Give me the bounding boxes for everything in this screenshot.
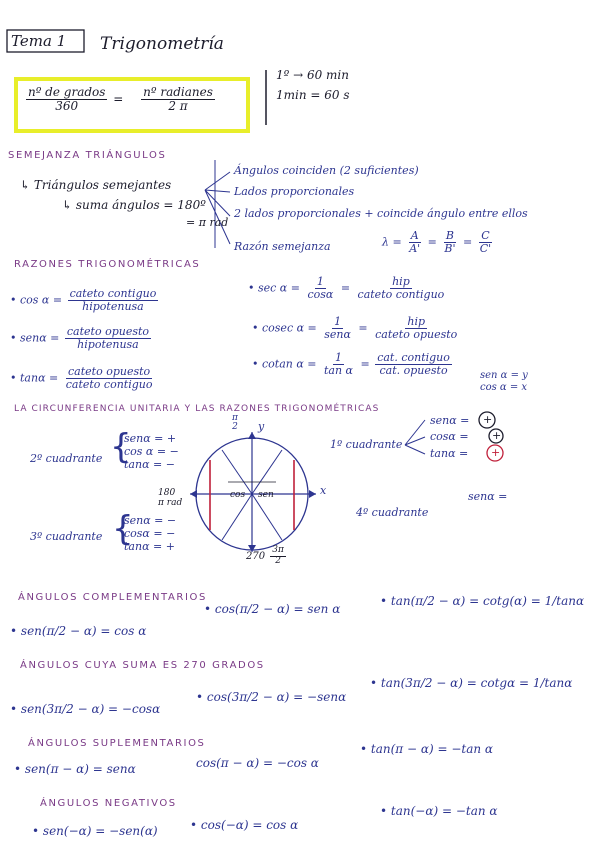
- s270-f1: • sen(3π/2 − α) = −cosα: [10, 702, 161, 716]
- y-axis-label: y: [258, 420, 265, 433]
- q4-sen: senα =: [468, 490, 508, 503]
- q1-sen: senα =: [430, 414, 470, 427]
- ratio-c: C: [481, 229, 490, 242]
- razon-tan: • tanα = $\frac{\text{cateto opuesto}}{\text{cateto contiguo}}$: [10, 365, 153, 392]
- razon-cotan-den1: tan α: [323, 364, 353, 378]
- q3-brace: {: [112, 509, 134, 549]
- cos-inner-label: cos: [230, 490, 246, 500]
- razon-sec-den1: cosα: [307, 288, 334, 302]
- razon-cos-den: hipotenusa: [82, 300, 144, 314]
- q2-sen: senα = +: [124, 432, 177, 445]
- suma270-heading: ÁNGULOS CUYA SUMA ES 270 GRADOS: [20, 660, 265, 671]
- deg-180-label: [158, 488, 182, 508]
- radianes-denominator: 2 π: [168, 99, 188, 114]
- razon-sen: • senα = $\frac{\text{cateto opuesto}}{\text{hipotenusa}}$: [10, 325, 150, 352]
- sen-cos-xy: [480, 370, 528, 394]
- q1-arrows: [405, 420, 425, 454]
- q2-cos: cos α = −: [124, 445, 179, 458]
- page-title: Trigonometría: [100, 34, 224, 54]
- tree-branches: [205, 172, 230, 244]
- q1-cos-sign: +: [492, 429, 502, 442]
- razon-sec: • sec α = $\frac{1}{\cos\alpha}$ = $\frac{\text{hip}}{\text{cateto contiguo}}$: [248, 275, 445, 302]
- razon-cos-num: cateto contiguo: [69, 287, 157, 300]
- q3-lines: [124, 514, 176, 553]
- q1-tan-sign: +: [491, 446, 501, 459]
- s270-f2-text: cos(3π/2 − α) = −senα: [206, 690, 347, 704]
- seconds-note: 1min = 60 s: [276, 88, 350, 102]
- conversion-formula: [24, 86, 217, 113]
- neg-f2: • cos(−α) = cos α: [190, 818, 299, 832]
- ratio-b: B: [445, 229, 454, 242]
- three-pi-den: 2: [275, 555, 281, 566]
- ratio-a-prime: A': [409, 242, 421, 256]
- q1-tan: tanα =: [430, 447, 469, 460]
- sup-f2: cos(π − α) = −cos α: [196, 756, 319, 770]
- neg-f1-text: sen(−α) = −sen(α): [42, 824, 158, 838]
- sen-inner-label: sen: [258, 490, 274, 500]
- three-pi-num: 3π: [272, 545, 284, 555]
- s270-f3: • tan(3π/2 − α) = cotgα = 1/tanα: [370, 676, 573, 690]
- razon-ratio: λ = $\frac{A}{A'}$ = $\frac{B}{B'}$ = $\frac{C}{C'}$: [382, 229, 492, 256]
- q2-brace: {: [110, 427, 132, 467]
- semejanza-item-1: Ángulos coinciden (2 suficientes): [234, 164, 419, 177]
- razon-cosec-den1: senα: [324, 328, 351, 342]
- razon-sec-fn: sec α =: [258, 281, 300, 295]
- q2-lines: [124, 432, 179, 471]
- suplementarios-heading: ÁNGULOS SUPLEMENTARIOS: [28, 738, 206, 749]
- pi-half-label: [232, 414, 238, 432]
- cos-equals-x: cos α = x: [480, 382, 528, 393]
- razon-tan-fn: tanα =: [20, 371, 59, 385]
- razon-cotan-den2: cat. opuesto: [379, 364, 448, 378]
- rad-180: π rad: [158, 498, 183, 508]
- sup-f3-text: tan(π − α) = −tan α: [370, 742, 494, 756]
- comp-f3: • tan(π/2 − α) = cotg(α) = 1/tanα: [380, 594, 585, 608]
- grados-denominator: 360: [55, 99, 79, 114]
- razon-cosec-num1: 1: [334, 315, 342, 328]
- circulo-heading: LA CIRCUNFERENCIA UNITARIA Y LAS RAZONES TRIGONOMÉTRICAS: [14, 404, 380, 414]
- razon-cotan-num1: 1: [334, 351, 342, 364]
- neg-f3-text: tan(−α) = −tan α: [390, 804, 498, 818]
- semejanza-item-2: Lados proporcionales: [234, 185, 355, 198]
- razon-cosec-num2: hip: [407, 315, 426, 328]
- comp-f1: • sen(π/2 − α) = cos α: [10, 624, 147, 638]
- razones-heading: RAZONES TRIGONOMÉTRICAS: [14, 259, 201, 270]
- razon-cotan: • cotan α = $\frac{1}{\text{tan α}}$ = $\frac{\text{cat. contiguo}}{\text{cat. opuesto}}$: [252, 351, 450, 378]
- pi-rad: = π rad: [186, 216, 229, 229]
- q3-tan: tanα = +: [124, 540, 175, 553]
- neg-f2-text: cos(−α) = cos α: [200, 818, 299, 832]
- sup-f1-text: sen(π − α) = senα: [24, 762, 136, 776]
- q2-label: 2º cuadrante: [30, 452, 103, 465]
- razon-cotan-num2: cat. contiguo: [377, 351, 450, 364]
- razon-cos: • cos α = $\frac{\text{cateto contiguo}}{\text{hipotenusa}}$: [10, 287, 157, 314]
- q1-cos: cosα =: [430, 430, 469, 443]
- grados-numerator: nº de grados: [28, 85, 106, 99]
- x-axis-label: x: [320, 484, 327, 497]
- q4-label: 4º cuadrante: [356, 506, 429, 519]
- razon-cosec: • cosec α = $\frac{1}{\text{senα}}$ = $\frac{\text{hip}}{\text{cateto opuesto}}$: [252, 315, 458, 342]
- deg-270-label: [246, 546, 288, 567]
- ratio-c-prime: C': [479, 242, 492, 256]
- comp-f3-text: tan(π/2 − α) = cotg(α) = 1/tanα: [390, 594, 585, 608]
- ratio-b-prime: B': [444, 242, 456, 256]
- semejanza-item-3: 2 lados proporcionales + coincide ángulo entre ellos: [234, 207, 528, 220]
- sup-f3: • tan(π − α) = −tan α: [360, 742, 494, 756]
- triangulos-semejantes: ↳ Triángulos semejantes: [20, 178, 172, 192]
- q2-tan: tanα = −: [124, 458, 175, 471]
- lambda-label: λ =: [382, 235, 402, 249]
- negativos-heading: ÁNGULOS NEGATIVOS: [40, 798, 177, 809]
- radianes-numerator: nº radianes: [143, 85, 213, 99]
- ratio-a: A: [410, 229, 419, 242]
- tema-label: Tema 1: [11, 32, 67, 50]
- deg-180: 180: [158, 488, 176, 498]
- comp-f2: • cos(π/2 − α) = sen α: [204, 602, 341, 616]
- razon-sen-den: hipotenusa: [77, 338, 139, 352]
- razon-cos-fn: cos α =: [20, 293, 63, 307]
- s270-f1-text: sen(3π/2 − α) = −cosα: [20, 702, 161, 716]
- razon-cosec-den2: cateto opuesto: [375, 328, 458, 342]
- razon-tan-num: cateto opuesto: [68, 365, 151, 378]
- razon-sec-num2: hip: [392, 275, 410, 288]
- razon-cosec-fn: cosec α =: [262, 321, 317, 335]
- comp-f1-text: sen(π/2 − α) = cos α: [20, 624, 147, 638]
- razon-tan-den: cateto contiguo: [65, 378, 153, 392]
- neg-f3: • tan(−α) = −tan α: [380, 804, 498, 818]
- razon-sec-num1: 1: [316, 275, 324, 288]
- sup-f1: • sen(π − α) = senα: [14, 762, 136, 776]
- semejanza-item-4: Razón semejanza: [234, 240, 331, 253]
- minutes-note: 1º → 60 min: [276, 68, 349, 82]
- s270-f3-text: tan(3π/2 − α) = cotgα = 1/tanα: [380, 676, 573, 690]
- unit-circle: [190, 432, 316, 552]
- pi-half-den: 2: [232, 422, 238, 432]
- razon-sen-num: cateto opuesto: [66, 325, 150, 338]
- neg-f1: • sen(−α) = −sen(α): [32, 824, 158, 838]
- q1-label: 1º cuadrante: [330, 438, 403, 451]
- semejanza-heading: SEMEJANZA TRIÁNGULOS: [8, 150, 167, 161]
- razon-cotan-fn: cotan α =: [262, 357, 317, 371]
- razon-sen-fn: senα =: [20, 331, 60, 345]
- complementarios-heading: ÁNGULOS COMPLEMENTARIOS: [18, 592, 207, 603]
- s270-f2: • cos(3π/2 − α) = −senα: [196, 690, 347, 704]
- razon-sec-den2: cateto contiguo: [357, 288, 445, 302]
- comp-f2-text: cos(π/2 − α) = sen α: [214, 602, 341, 616]
- q3-cos: cosα = −: [124, 527, 176, 540]
- suma-angulos: ↳ suma ángulos = 180º: [62, 198, 206, 212]
- q3-sen: senα = −: [124, 514, 177, 527]
- deg-270: 270: [246, 550, 266, 562]
- q1-sen-sign: +: [483, 413, 493, 426]
- equals-sign: =: [113, 92, 124, 107]
- sen-equals-y: sen α = y: [480, 370, 528, 381]
- q3-label: 3º cuadrante: [30, 530, 103, 543]
- pi-half-num: π: [232, 413, 238, 423]
